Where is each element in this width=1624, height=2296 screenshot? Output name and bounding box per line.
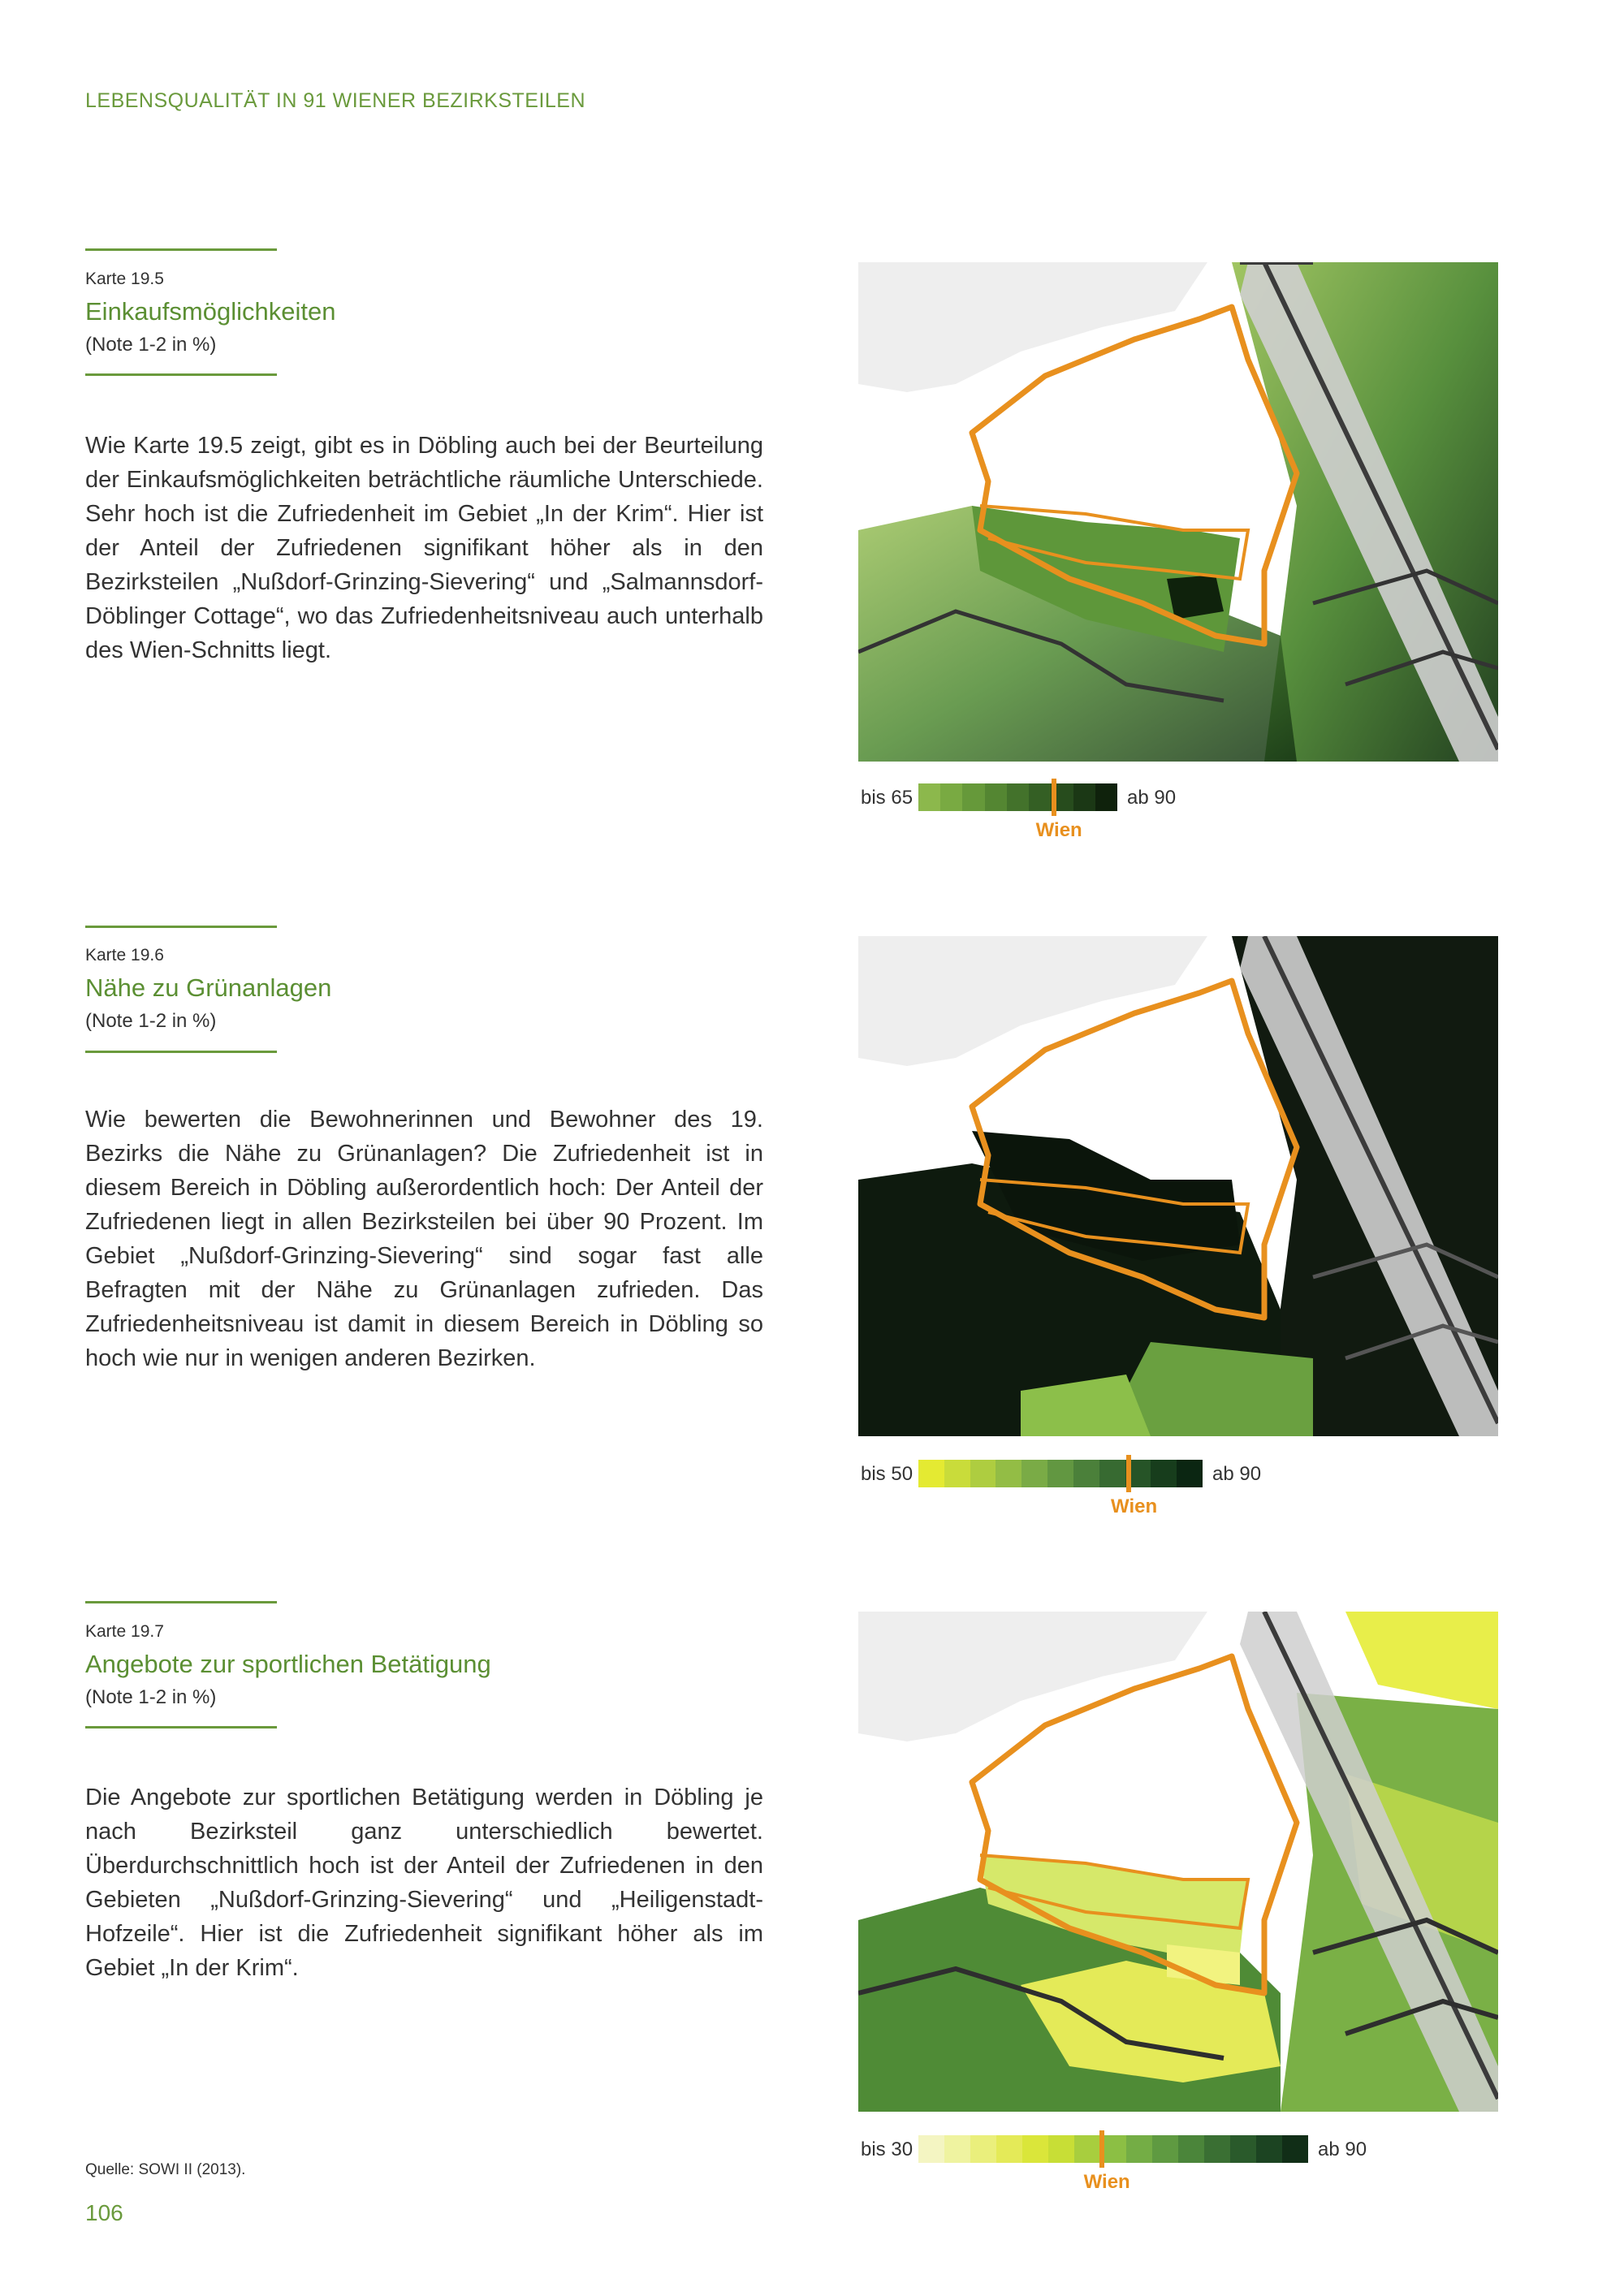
legend-swatch (1100, 2135, 1126, 2163)
legend-swatch (1099, 1460, 1125, 1487)
section-rule-bottom (85, 1726, 277, 1728)
legend-high: ab 90 (1127, 787, 1177, 809)
legend-swatch (962, 783, 984, 811)
karte-title: Nähe zu Grünanlagen (85, 973, 332, 1002)
legend-swatch (1151, 1460, 1177, 1487)
legend-swatch (1095, 783, 1117, 811)
legend-swatch (996, 2135, 1022, 2163)
legend-swatch (1204, 2135, 1230, 2163)
legend-bar (918, 1460, 1203, 1487)
karte-note: (Note 1-2 in %) (85, 1686, 217, 1708)
legend-low: bis 50 (861, 1463, 914, 1485)
karte-label: Karte 19.5 (85, 270, 164, 288)
legend-swatch (970, 2135, 996, 2163)
legend-swatch (1177, 1460, 1203, 1487)
legend-swatch (996, 1460, 1021, 1487)
legend-swatch (918, 783, 940, 811)
legend-wien-label: Wien (1035, 819, 1082, 841)
section-text: Wie Karte 19.5 zeigt, gibt es in Döbling auch bei der Beurteilung der Einkaufsmöglichkeiten beträchtliche räumliche Unterschiede. Sehr hoch ist die Zufriedenheit im Gebiet „In der Krim“. Hier ist der Anteil der Zufriedenen signifikant höher als in den Bezirksteilen „Nußdorf-Grinzing-Sievering“ und „Salmannsdorf-Döblinger Cottage“, wo das Zufriedenheitsniveau auch unterhalb des Wien-Schnitts liegt. (85, 433, 763, 663)
legend-wien-marker (1099, 2130, 1104, 2168)
section-rule-top (85, 1601, 277, 1603)
legend-swatch (1152, 2135, 1178, 2163)
legend-swatch (1029, 783, 1051, 811)
legend-swatch (944, 1460, 970, 1487)
legend-19-5 (861, 783, 1510, 848)
legend-bar (918, 2135, 1308, 2163)
legend-swatch (1074, 2135, 1100, 2163)
map-einkaufsmoeglichkeiten (858, 262, 1498, 762)
running-head: LEBENSQUALITÄT IN 91 WIENER BEZIRKSTEILEN (85, 89, 586, 112)
section-rule-bottom (85, 1051, 277, 1053)
legend-swatch (1230, 2135, 1256, 2163)
source-note: Quelle: SOWI II (2013). (85, 2161, 246, 2178)
legend-swatch (1178, 2135, 1204, 2163)
section-rule-top (85, 248, 277, 251)
karte-title: Einkaufsmöglichkeiten (85, 297, 336, 326)
legend-swatch (1021, 1460, 1047, 1487)
legend-swatch (1073, 1460, 1099, 1487)
legend-high: ab 90 (1212, 1463, 1262, 1485)
legend-high: ab 90 (1318, 2138, 1367, 2160)
legend-swatch (970, 1460, 996, 1487)
karte-label: Karte 19.6 (85, 946, 164, 965)
legend-bar (918, 783, 1117, 811)
legend-swatch (1282, 2135, 1308, 2163)
legend-swatch (1007, 783, 1029, 811)
legend-swatch (918, 1460, 944, 1487)
legend-swatch (985, 783, 1007, 811)
map-naehe-gruenanlagen (858, 936, 1498, 1436)
legend-swatch (1256, 2135, 1282, 2163)
legend-swatch (1047, 1460, 1073, 1487)
legend-19-6 (861, 1460, 1510, 1525)
page-number: 106 (85, 2200, 123, 2225)
legend-swatch (1022, 2135, 1048, 2163)
karte-title: Angebote zur sportlichen Betätigung (85, 1650, 491, 1678)
section-text: Die Angebote zur sportlichen Betätigung werden in Döbling je nach Bezirksteil ganz unterschiedlich bewertet. Überdurchschnittlich hoch ist der Anteil der Zufriedenen in den Gebieten „Nußdorf-Grinzing-Sievering“ und „Heiligenstadt-Hofzeile“. Hier ist die Zufriedenheit signifikant höher als im Gebiet „In der Krim“. (85, 1785, 763, 1981)
karte-note: (Note 1-2 in %) (85, 334, 217, 356)
section-rule-bottom (85, 373, 277, 376)
karte-note: (Note 1-2 in %) (85, 1010, 217, 1032)
legend-swatch (918, 2135, 944, 2163)
karte-label: Karte 19.7 (85, 1622, 164, 1641)
map-sportliche-betaetigung (858, 1612, 1498, 2112)
legend-swatch (944, 2135, 970, 2163)
legend-19-7 (861, 2135, 1510, 2200)
legend-swatch (940, 783, 962, 811)
legend-wien-label: Wien (1083, 2171, 1130, 2193)
legend-swatch (1126, 2135, 1152, 2163)
legend-wien-marker (1052, 779, 1056, 816)
legend-low: bis 65 (861, 787, 914, 809)
legend-low: bis 30 (861, 2138, 914, 2160)
legend-swatch (1073, 783, 1095, 811)
legend-wien-marker (1126, 1455, 1131, 1492)
legend-swatch (1048, 2135, 1074, 2163)
section-rule-top (85, 926, 277, 928)
section-text: Wie bewerten die Bewohnerinnen und Bewohner des 19. Bezirks die Nähe zu Grünanlagen? Die Zufriedenheit ist in diesem Bereich in Döbling außerordentlich hoch: Der Anteil der Zufriedenen liegt in allen Bezirksteilen bei über 90 Prozent. Im Gebiet „Nußdorf-Grinzing-Sievering“ sind sogar fast alle Befragten mit der Nähe zu Grünanlagen zufrieden. Das Zufriedenheitsniveau ist damit in diesem Bereich in Döbling so hoch wie nur in wenigen anderen Bezirken. (85, 1107, 763, 1371)
legend-wien-label: Wien (1111, 1495, 1158, 1517)
